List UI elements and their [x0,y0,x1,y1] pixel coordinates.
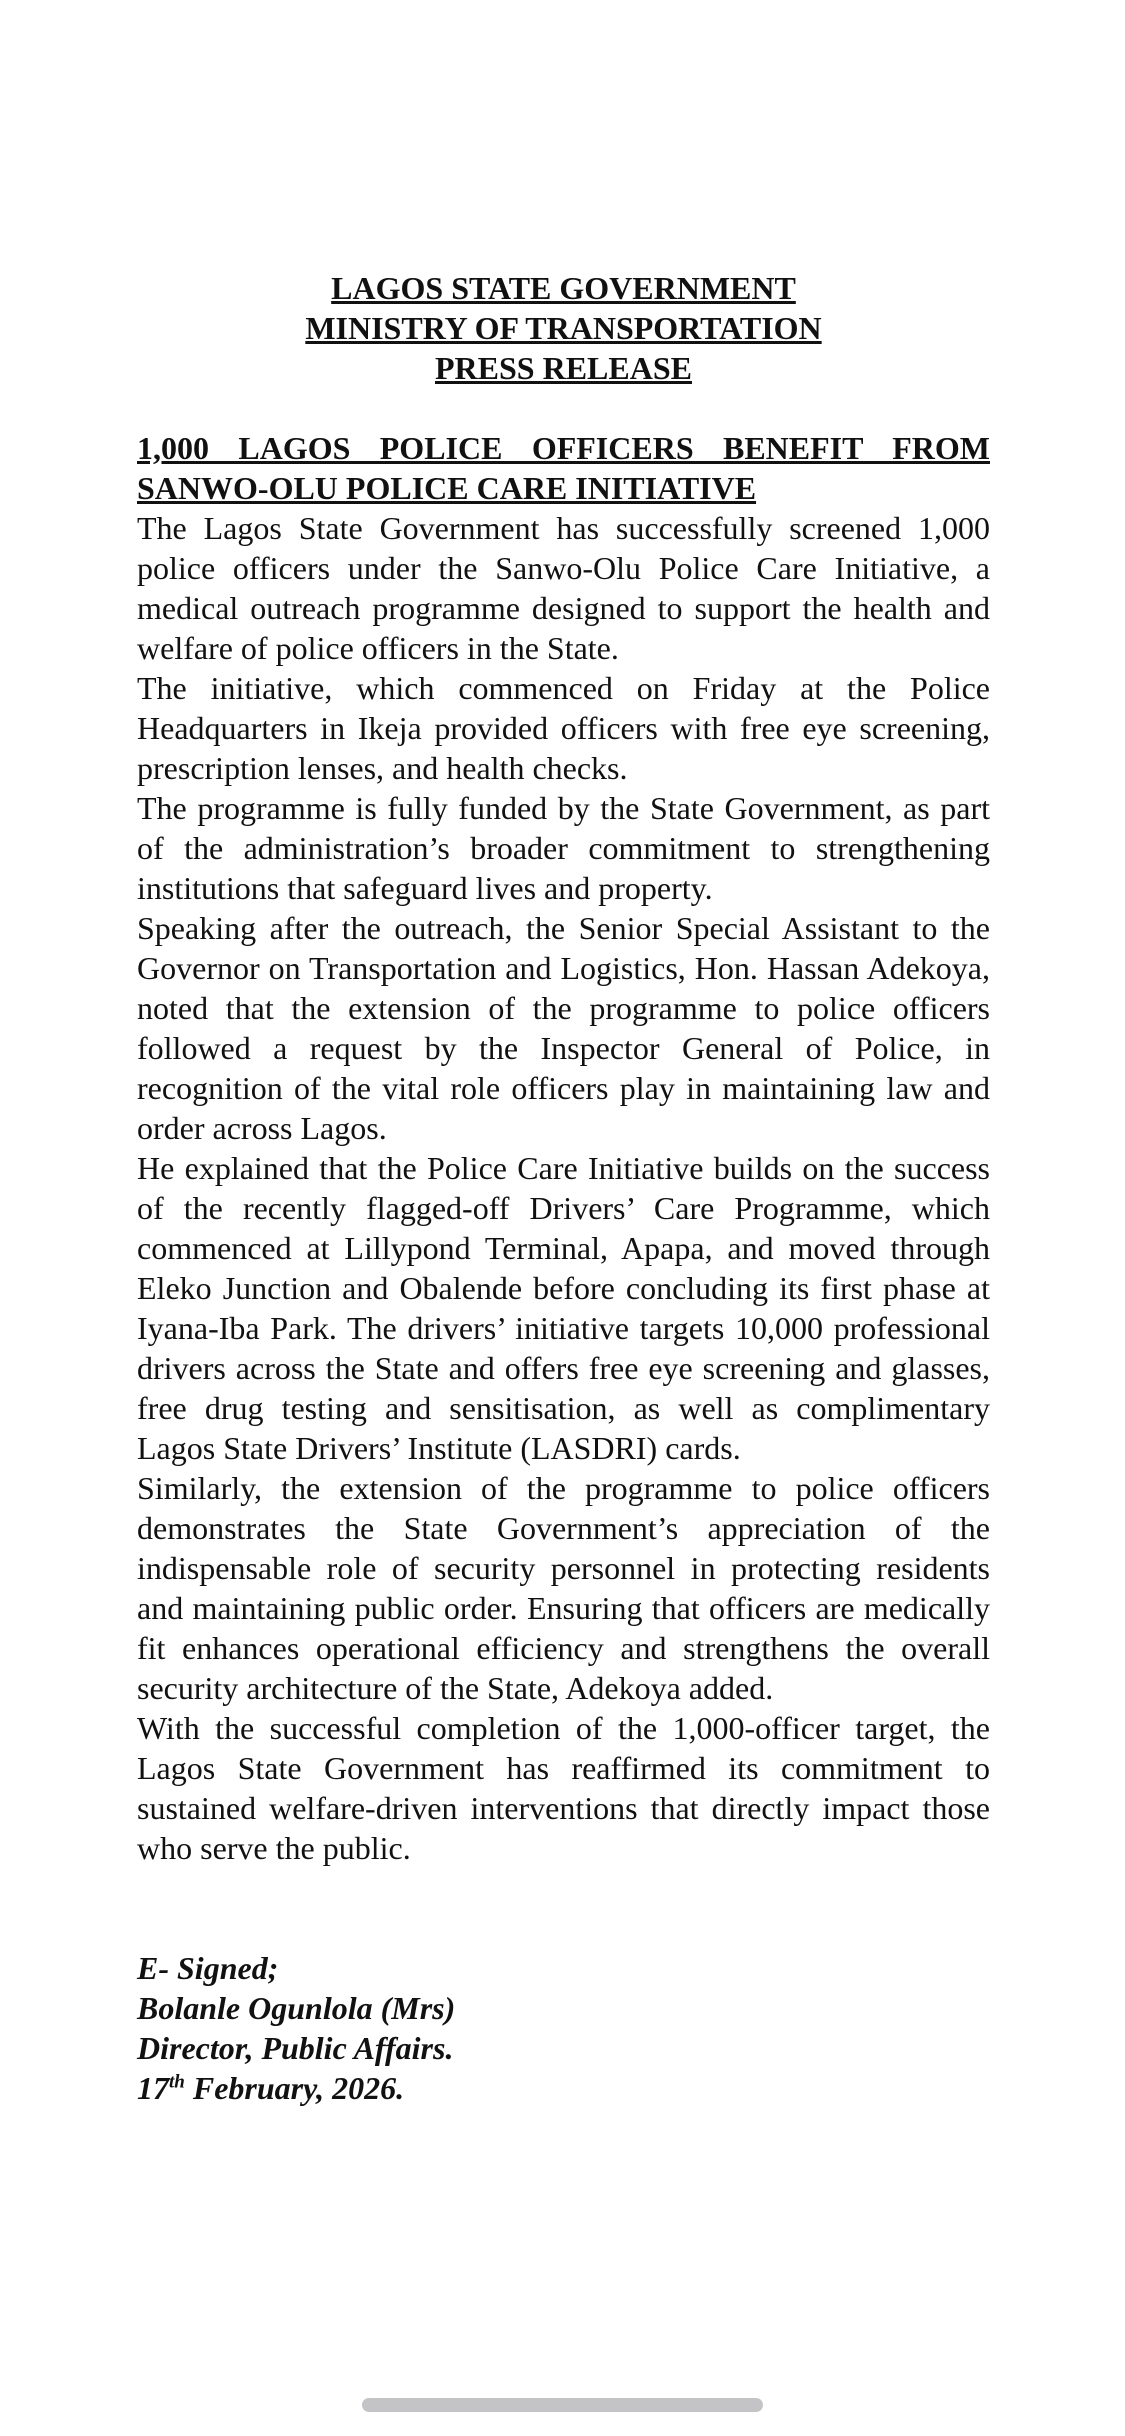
body-paragraph: The Lagos State Government has successfully screened 1,000 police officers under the Sanwo-Olu Police Care Initiative, a medical outreach programme designed to support the health and welfare of police officers in the State. [137,510,990,666]
header-ministry: MINISTRY OF TRANSPORTATION [305,310,822,346]
header-press-release: PRESS RELEASE [435,350,692,386]
home-indicator-bar[interactable] [362,2398,763,2412]
body-paragraph: The programme is fully funded by the State Government, as part of the administration’s broader commitment to strengthening institutions that safeguard lives and property. [137,790,990,906]
signatory-title: Director, Public Affairs. [137,2030,454,2066]
body-paragraph: The initiative, which commenced on Friday at the Police Headquarters in Ikeja provided officers with free eye screening, prescription lenses, and health checks. [137,670,990,786]
headline-line-1: 1,000 LAGOS POLICE OFFICERS BENEFIT FROM [137,430,990,466]
headline-line-2: SANWO-OLU POLICE CARE INITIATIVE [137,470,757,506]
press-release-document [137,268,990,2108]
body-paragraph: Speaking after the outreach, the Senior Special Assistant to the Governor on Transportation and Logistics, Hon. Hassan Adekoya, noted that the extension of the programme to police officers followed a request by the Inspector General of Police, in recognition of the vital role officers play in maintaining law and order across Lagos. [137,910,990,1146]
release-date-suffix: th [169,2071,185,2093]
body-paragraph: Similarly, the extension of the programme to police officers demonstrates the State Government’s appreciation of the indispensable role of security personnel in protecting residents and maintaining public order. Ensuring that officers are medically fit enhances operational efficiency and strengthens the overall security architecture of the State, Adekoya added. [137,1470,990,1706]
document-header [137,268,990,388]
release-date-day: 17 [137,2070,169,2106]
signature-e-signed: E- Signed; [137,1950,279,1986]
release-date [137,2068,990,2108]
press-release-body [137,508,990,1868]
body-paragraph: He explained that the Police Care Initiative builds on the success of the recently flagged-off Drivers’ Care Programme, which commenced at Lillypond Terminal, Apapa, and moved through Eleko Junction and Obalende before concluding its first phase at Iyana-Iba Park. The drivers’ initiative targets 10,000 professional drivers across the State and offers free eye screening and glasses, free drug testing and sensitisation, as well as complimentary Lagos State Drivers’ Institute (LASDRI) cards. [137,1150,990,1466]
signature-block [137,1948,990,2108]
release-date-rest: February, 2026. [184,2070,405,2106]
signatory-name: Bolanle Ogunlola (Mrs) [137,1990,456,2026]
header-government: LAGOS STATE GOVERNMENT [331,270,796,306]
press-release-headline [137,428,990,508]
body-paragraph: With the successful completion of the 1,000-officer target, the Lagos State Government has reaffirmed its commitment to sustained welfare-driven interventions that directly impact those who serve the public. [137,1710,990,1866]
